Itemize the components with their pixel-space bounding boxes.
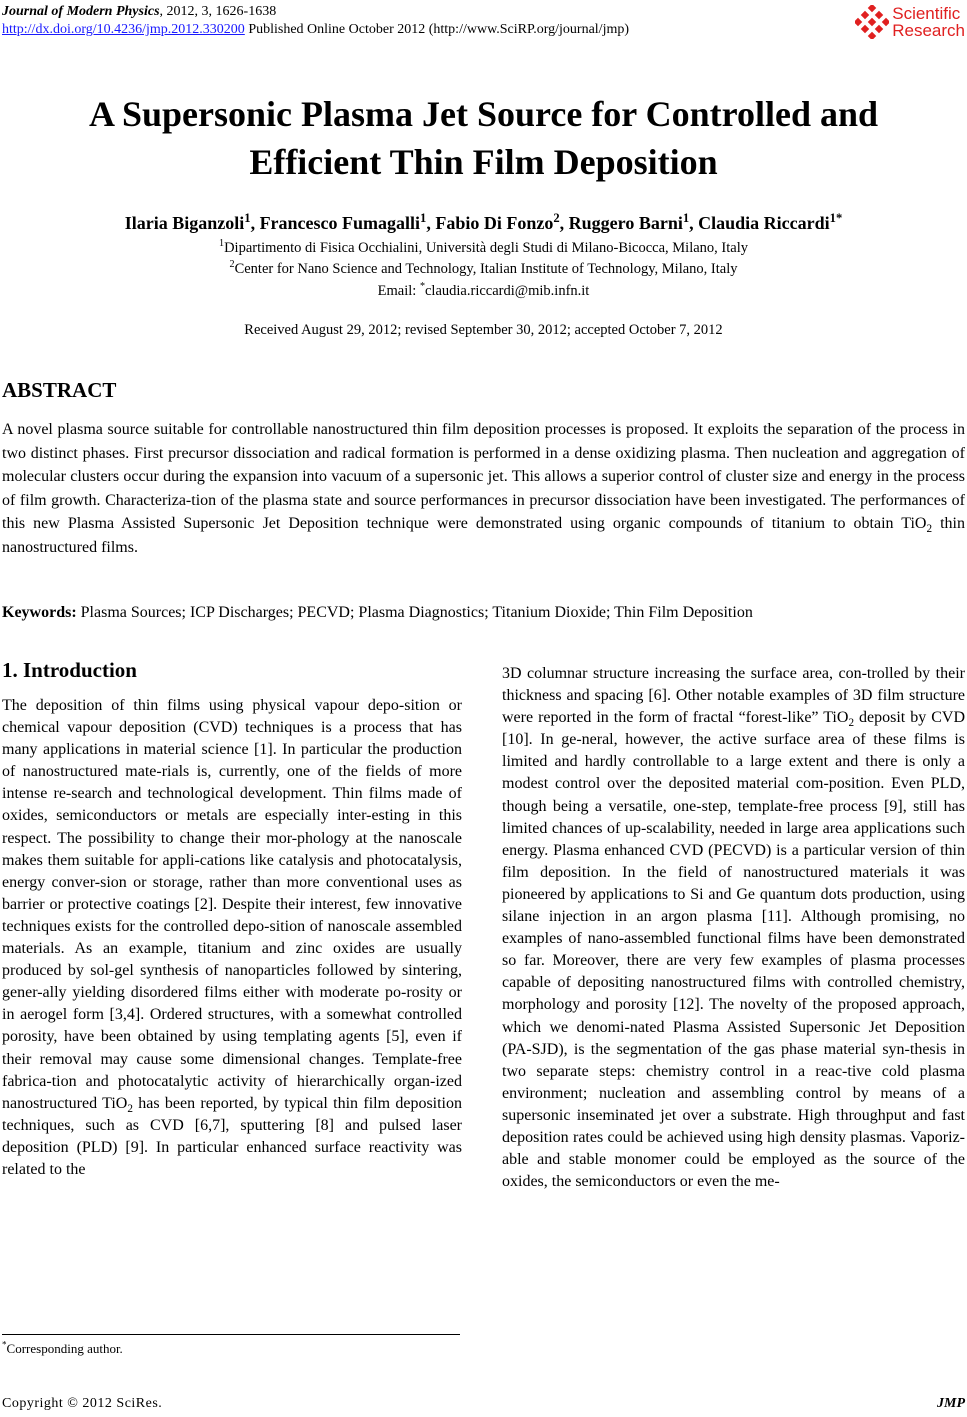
body-text: The deposition of thin films using physical vapour depo-sition or chemical vapour deposition (CVD) techniques is a process that has many applications in material science [1]. In particular the production of nanostructured mate-rials is, currently, one of the fields of more intense re-search and technological development. Thin films made of oxides, semiconductors or metals are especially inter-esting in this respect. The possibility to change their mor-phology at the nanoscale makes them suitable for appli-cations like catalysis and photocatalysis, energy conver-sion or storage, rather than more conventional uses as barrier or protective coatings [2]. Despite their interest, few innovative techniques exists for the controlled depo-sition of nanoscale assembled materials. As an example, titanium and zinc oxides are usually produced by sol-gel synthesis of nanoparticles followed by sintering, gener-ally yielding disordered films either with moderate po-rosity or in aerogel form [3,4]. Ordered structures, with a somewhat controlled porosity, have been obtained by using templating agents [5], even if their removal may cause some dimensional changes. Template-free fabrica-tion and photocatalytic activity of hierarchically organ-ized nanostructured TiO <box>2 697 462 1112</box>
email-mark: * <box>419 281 425 293</box>
author-affiliation-mark: 1 <box>244 211 251 225</box>
right-column <box>502 663 965 1193</box>
contact-email <box>0 282 967 300</box>
title-line-1: A Supersonic Plasma Jet Source for Controlled and <box>88 94 879 134</box>
keywords-label: Keywords: <box>2 604 77 621</box>
author-affiliation-mark: 1 <box>682 211 690 225</box>
received-dates: Received August 29, 2012; revised September 30, 2012; accepted October 7, 2012 <box>244 322 723 338</box>
publisher-logo-icon <box>855 5 889 39</box>
footnote-text: Corresponding author. <box>6 1341 123 1356</box>
abstract-text <box>2 418 965 560</box>
doi-line <box>2 21 629 38</box>
footnote-mark: * <box>2 1339 7 1350</box>
abstract-part-1: A novel plasma source suitable for controllable nanostructured thin film deposition processes is proposed. It exploits the separation of the process in two distinct phases. First precursor dissociation and radical formation is performed in a dense oxidizing plasma. Then nucleation and aggregation of molecular clusters occur during the expansion into vacuum of a supersonic jet. This allows a superior control of cluster size and energy in the process of film growth. Characteriza-tion of the plasma state and source performances in precursor dissociation have been investigated. The performances of this new Plasma Assisted Supersonic Jet Deposition technique were demonstrated using organic compounds of titanium to obtain TiO <box>2 421 965 533</box>
keywords-list: Plasma Sources; ICP Discharges; PECVD; Plasma Diagnostics; Titanium Dioxide; Thin Film Deposition <box>76 604 753 621</box>
journal-name: Journal of Modern Physics <box>2 4 160 19</box>
author-name: Claudia Riccardi <box>698 213 830 233</box>
body-subscript: 2 <box>848 717 855 730</box>
footnote <box>2 1341 123 1357</box>
title-line-2: Efficient Thin Film Deposition <box>249 142 718 182</box>
footer-journal-abbrev: JMP <box>937 1396 965 1411</box>
author-name: Ilaria Biganzoli <box>124 213 245 233</box>
affiliation-2 <box>0 260 967 278</box>
author-name: Francesco Fumagalli <box>259 213 421 233</box>
affiliation-text: Dipartimento di Fisica Occhialini, Università degli Studi di Milano-Bicocca, Milano, Italy <box>224 240 748 256</box>
affiliation-mark: 1 <box>219 238 225 250</box>
scientific-research-logo <box>855 2 965 42</box>
logo-line-2: Research <box>892 21 965 40</box>
affiliation-1 <box>0 239 967 257</box>
email-label: Email: <box>377 283 420 299</box>
author-separator: , <box>250 213 260 233</box>
affiliation-text: Center for Nano Science and Technology, Italian Institute of Technology, Milano, Italy <box>234 261 738 277</box>
author-affiliation-mark: 1* <box>829 211 843 225</box>
logo-text <box>892 5 965 39</box>
keywords <box>2 602 753 624</box>
abstract-heading: ABSTRACT <box>2 378 117 402</box>
email-address[interactable]: claudia.riccardi@mib.infn.it <box>425 283 590 299</box>
body-paragraph <box>2 695 462 1181</box>
affiliation-mark: 2 <box>229 259 235 271</box>
logo-line-1: Scientific <box>892 4 961 23</box>
body-subscript: 2 <box>127 1102 133 1115</box>
author-affiliation-mark: 2 <box>553 211 560 225</box>
journal-info: , 2012, 3, 1626-1638 <box>159 4 277 19</box>
body-text: 3D columnar structure increasing the surface area, con-trolled by their thickness and spacing [6]. Other notable examples of 3D film structure were reported in the form of fractal “forest-like” TiO <box>502 665 965 727</box>
author-name: Fabio Di Fonzo <box>435 213 554 233</box>
doi-link[interactable]: http://dx.doi.org/10.4236/jmp.2012.330200 <box>2 22 245 37</box>
body-text: has been reported, by typical thin film deposition techniques, such as CVD [6,7], sputtering [8] and pulsed laser deposition (PLD) [9]. In particular enhanced surface reactivity was related to the <box>2 1094 462 1178</box>
author-name: Ruggero Barni <box>568 213 683 233</box>
paper-title <box>0 90 967 186</box>
author-separator: , <box>689 213 699 233</box>
journal-header <box>2 3 276 20</box>
body-paragraph <box>502 663 965 1193</box>
body-text: deposit by CVD [10]. In ge-neral, however, the active surface area of these films is limited and hardly controllable to a large extent and there is only a modest control over the deposited material com-position. Even PLD, though being a versatile, one-step, template-free process [9], still has limited chances of up-scalability, needed in large area applications such energy. Plasma enhanced CVD (PECVD) is a particular version of thin film deposition. In the field of nanostructured materials it was pioneered by applications to Si and Ge quantum dots production, using silane injection in an argon plasma [11]. Although promising, no examples of nano-assembled functional films have been demonstrated so far. Moreover, there are very few examples of plasma processes capable of depositing nanostructured films with controlled chemistry, morphology and porosity [12]. The novelty of the proposed approach, which we denomi-nated Plasma Assisted Supersonic Jet Deposition (PA-SJD), is the segmentation of the gas phase material syn-thesis in two separate steps: chemistry control in a reac-tive cold plasma environment; nucleation and assembling control by means of a supersonic inseminated jet over a substrate. High throughput and fast deposition rates could be achieved using high density plasmas. Vaporiz-able and stable monomer could be employed as the source of the oxides, the semiconductors or even the me- <box>502 709 965 1191</box>
footnote-rule <box>2 1334 460 1335</box>
section-heading: 1. Introduction <box>2 658 137 682</box>
copyright-notice: Copyright © 2012 SciRes. <box>2 1396 163 1411</box>
author-separator: , <box>559 213 569 233</box>
author-separator: , <box>426 213 436 233</box>
author-list <box>0 212 967 234</box>
author-affiliation-mark: 1 <box>420 211 427 225</box>
left-column <box>2 695 462 1181</box>
published-online: Published Online October 2012 (http://www.SciRP.org/journal/jmp) <box>244 22 630 37</box>
abstract-part-2: thin nanostructured films. <box>2 515 965 556</box>
abstract-subscript: 2 <box>926 523 933 536</box>
